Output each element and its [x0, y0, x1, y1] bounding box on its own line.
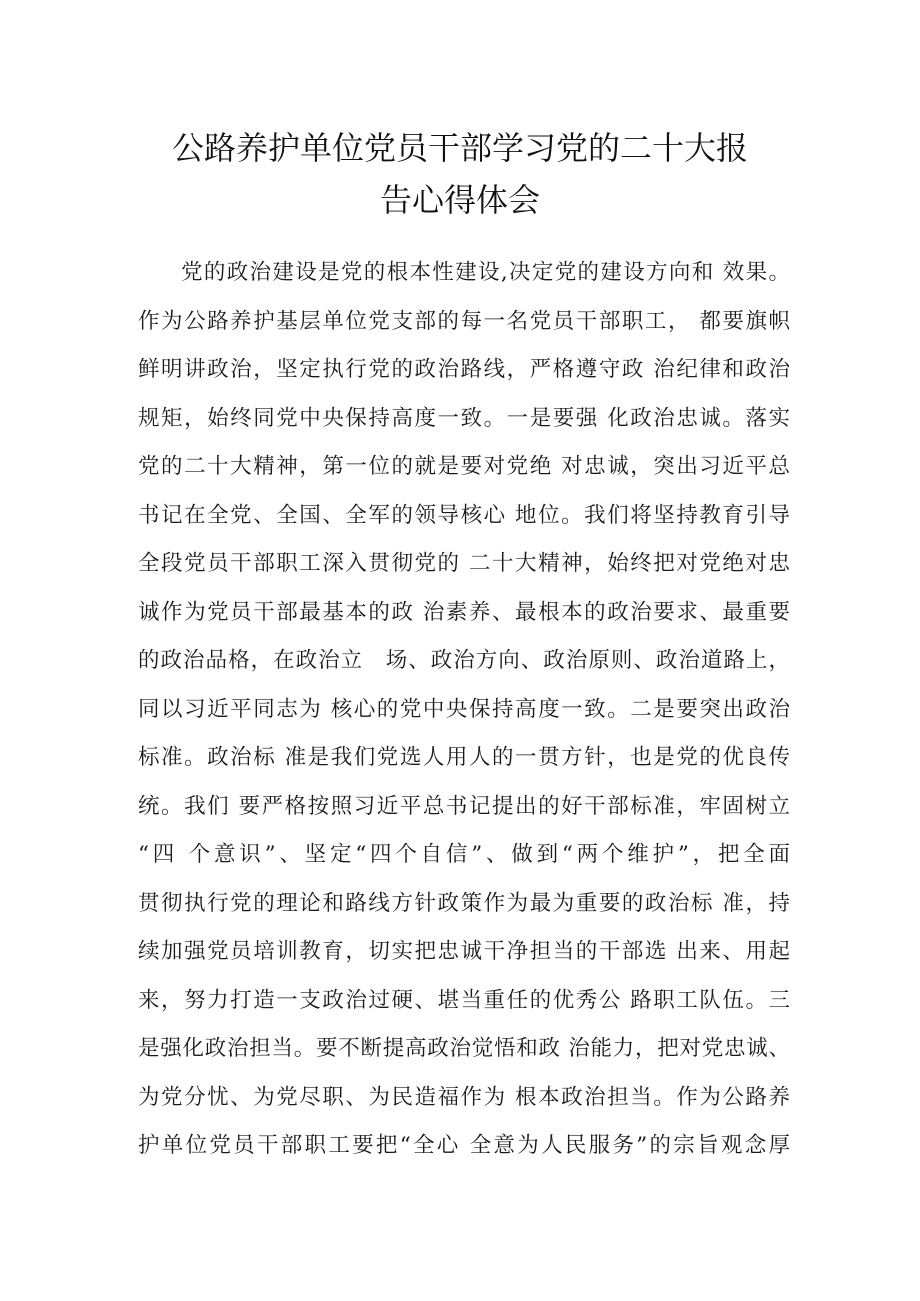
body-line: 党的二十大精神，第一位的就是要对党绝 对忠诚，突出习近平总: [138, 454, 790, 479]
body-line: 同以习近平同志为 核心的党中央保持高度一致。二是要突出政治: [138, 697, 790, 722]
body-line: “四 个意识”、坚定“四个自信”、做到“两个维护”，把全面: [138, 842, 790, 867]
body-line: 统。我们 要严格按照习近平总书记提出的好干部标准，牢固树立: [138, 794, 790, 819]
body-line: 标准。政治标 准是我们党选人用人的一贯方针，也是党的优良传: [138, 745, 790, 770]
body-line: 护单位党员干部职工要把“全心 全意为人民服务”的宗旨观念厚: [138, 1133, 790, 1158]
body-line: 规矩，始终同党中央保持高度一致。一是要强 化政治忠诚。落实: [138, 406, 790, 431]
document-title-line-1: 公路养护单位党员干部学习党的二十大报: [171, 129, 748, 167]
body-line: 全段党员干部职工深入贯彻党的 二十大精神，始终把对党绝对忠: [138, 551, 790, 576]
body-line: 的政治品格，在政治立 场、政治方向、政治原则、政治道路上，: [138, 648, 790, 673]
body-line: 来，努力打造一支政治过硬、堪当重任的优秀公 路职工队伍。三: [138, 988, 790, 1013]
body-line: 贯彻执行党的理论和路线方针政策作为最为重要的政治标 准，持: [138, 891, 790, 916]
body-line: 续加强党员培训教育，切实把忠诚干净担当的干部选 出来、用起: [138, 939, 790, 964]
body-line: 是强化政治担当。要不断提高政治觉悟和政 治能力，把对党忠诚、: [138, 1036, 790, 1061]
body-line: 书记在全党、全国、全军的领导核心 地位。我们将坚持教育引导: [138, 503, 790, 528]
document-title-line-2: 告心得体会: [379, 181, 540, 219]
body-line: 为党分忧、为党尽职、为民造福作为 根本政治担当。作为公路养: [138, 1085, 790, 1110]
body-line: 党的政治建设是党的根本性建设,决定党的建设方向和 效果。: [181, 260, 790, 285]
body-line: 鲜明讲政治，坚定执行党的政治路线，严格遵守政 治纪律和政治: [138, 357, 790, 382]
body-line: 作为公路养护基层单位党支部的每一名党员干部职工， 都要旗帜: [138, 309, 790, 334]
body-line: 诚作为党员干部最基本的政 治素养、最根本的政治要求、最重要: [138, 600, 790, 625]
